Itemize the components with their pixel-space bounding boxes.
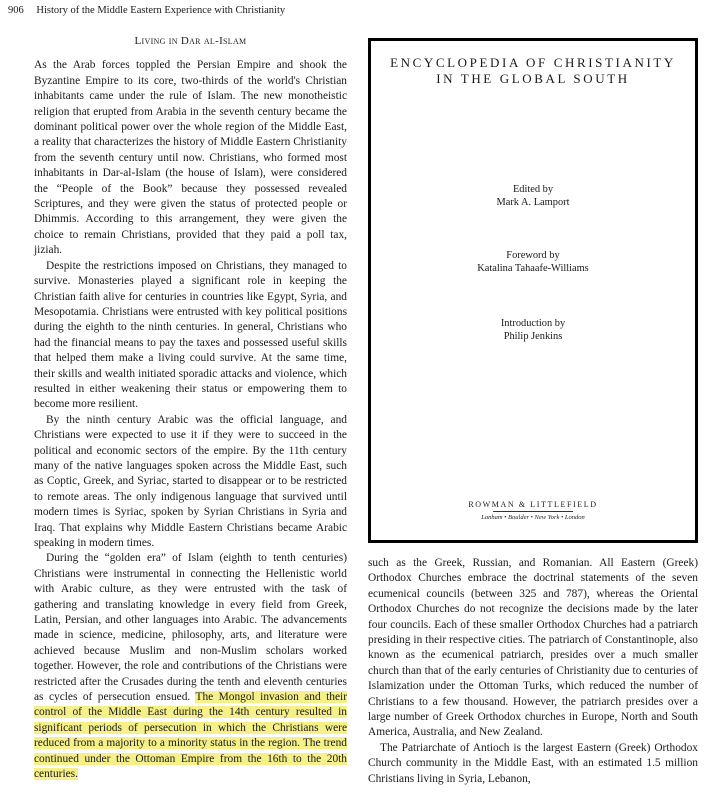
- left-column: [34, 34, 347, 783]
- cover-edited-label: Edited by: [512, 184, 554, 195]
- golden-era-text: During the “golden era” of Islam (eighth to tenth centuries) Christians were instrumental in connecting the Hellenistic world with Arabic culture, as they were entrusted with the task of gathering and translating knowledge in every field from Greek, Latin, Persian, and other languages into Arabic. The advancements made in science, medicine, philosophy, arts, and literature were achieved because Muslim and non-Muslim scholars worked together. However, the role and contributions of the Christians were restricted after the Crusades during the tenth and eleventh centuries as cycles of persecution ensued.: [34, 552, 347, 704]
- paragraph-restrictions: Despite the restrictions imposed on Christians, they managed to survive. Monasteries played a significant role in keeping the Christian faith alive for centuries in countries like Egypt, Syria, and Mesopotamia. Christians were entrusted with key political positions during the eighth to the ninth centuries. In general, Christians who had the financial means to pay the taxes and possessed useful skills that helped them make a living could survive. At the same time, their skills and wealth initiated sporadic attacks and violence, which resulted in either weakening their status or empowering them to become more resilient.: [34, 259, 347, 411]
- section-title: Living in Dar al-Islam: [134, 35, 247, 47]
- cover-editor-name: Mark A. Lamport: [496, 197, 570, 208]
- paragraph-golden-era: [34, 551, 347, 782]
- right-column: [368, 556, 698, 787]
- cover-intro-block: [371, 317, 695, 343]
- cover-editor-block: [371, 183, 695, 209]
- book-cover-image: [368, 38, 698, 543]
- running-title: History of the Middle Eastern Experience with Christianity: [36, 5, 286, 16]
- cover-title: [371, 55, 695, 87]
- page-number: 906: [8, 5, 24, 16]
- publisher-rule: [493, 511, 573, 512]
- cover-foreword-author: Katalina Tahaafe-Williams: [477, 263, 589, 274]
- paragraph-orthodox-churches: such as the Greek, Russian, and Romanian. All Eastern (Greek) Orthodox Churches embrace the doctrinal statements of the seven ecumenical councils (between 325 and 787), whereas the Oriental Orthodox Churches do not recognize the decisions made by the later four councils. Each of these smaller Orthodox Churches had a patriarch presiding in their respective cities. The patriarch of Constantinople, also known as the ecumenical patriarch, presides over a much smaller church than that of the early centuries of Christianity due to centuries of Islamization under the Ottoman Turks, which reduced the number of Christians to a few thousand. However, the patriarch presides over a large number of Greek Orthodox churches in Europe, North and South America, Australia, and New Zealand.: [368, 557, 698, 739]
- cover-intro-author: Philip Jenkins: [503, 331, 563, 342]
- paragraph-antioch: The Patriarchate of Antioch is the largest Eastern (Greek) Orthodox Church community in the Middle East, with an estimated 1.5 million Christians living in Syria, Lebanon,: [368, 741, 698, 785]
- publisher-name: ROWMAN & LITTLEFIELD: [468, 500, 598, 509]
- paragraph-arabic-language: By the ninth century Arabic was the official language, and Christians were expected to use it if they were to succeed in the political and economic sectors of the empire. By the 11th century many of the native languages spoken across the Middle East, such as Coptic, Greek, and Syriac, started to disappear or to be restricted to remote areas. The only indigenous language that survived until modern times is Syriac, spoken by Syrian Christians in Syria and Iraq. That explains why Middle Eastern Christians became Arabic speaking in modern times.: [34, 413, 347, 549]
- highlighted-passage[interactable]: The Mongol invasion and their control of the Middle East during the 14th century resulted in significant periods of persecution in which the Christians were reduced from a majority to a minority status in the region. The trend continued under the Ottoman Empire from the 16th to the 20th centuries.: [34, 691, 348, 781]
- cover-intro-label: Introduction by: [500, 318, 566, 329]
- cover-foreword-block: [371, 249, 695, 275]
- paragraph-arab-conquest: As the Arab forces toppled the Persian Empire and shook the Byzantine Empire to its core, two-thirds of the world's Christian inhabitants came under the rule of Islam. The new monotheistic religion that erupted from Arabia in the seventh century became the dominant political power over the whole region of the Middle East, a reality that characterizes the history of Middle Eastern Christianity from the seventh century until now. Christians, who formed most inhabitants in Dar-al-Islam (the house of Islam), were considered the “People of the Book” because they possessed revealed Scriptures, and they were given the status of protected people or Dhimmis. According to this arrangement, they were given the choice to remain Christians, provided that they paid a poll tax, jiziah.: [34, 59, 347, 257]
- publisher-cities: Lanham • Boulder • New York • London: [481, 514, 585, 521]
- running-header: [8, 5, 348, 17]
- cover-inner: [371, 41, 695, 540]
- cover-title-line2: IN THE GLOBAL SOUTH: [436, 71, 630, 86]
- cover-foreword-label: Foreword by: [506, 250, 560, 261]
- cover-title-line1: ENCYCLOPEDIA OF CHRISTIANITY: [390, 55, 676, 70]
- publisher-block: [371, 500, 695, 521]
